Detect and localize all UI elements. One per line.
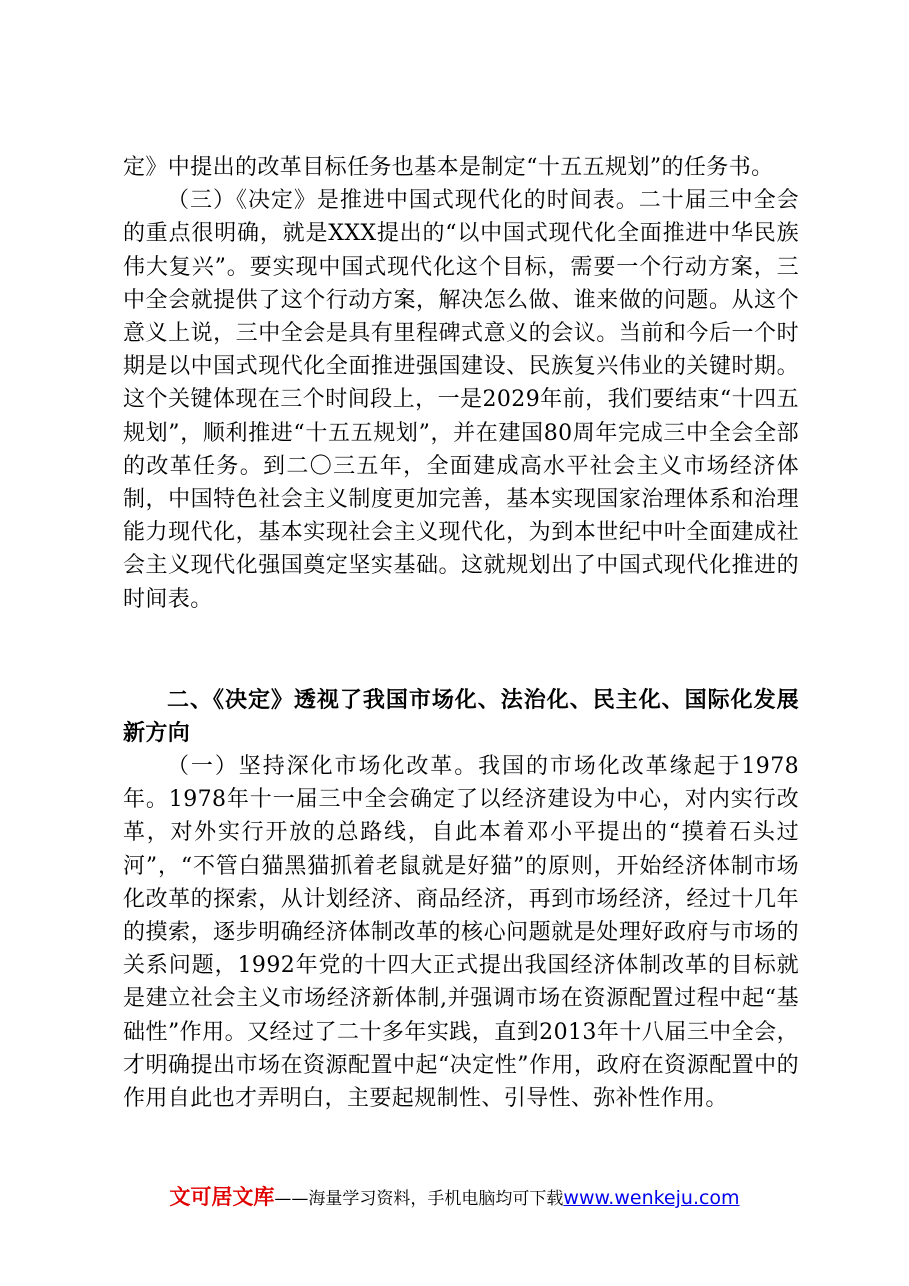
paragraph-continuation: 定》中提出的改革目标任务也基本是制定“十五五规划”的任务书。 <box>123 155 774 180</box>
footer-brand: 文可居文库 <box>169 1185 275 1209</box>
paragraph-subsection-1: （一）坚持深化市场化改革。我国的市场化改革缘起于1978年。1978年十一届三中全会确定了以经济建设为中心，对内实行改革，对外实行开放的总路线，自此本着邓小平提出的“摸着石头过河”，“不管白猫黑猫抓着老鼠就是好猫”的原则，开始经济体制市场化改革的探索，从计划经济、商品经济，再到市场经济，经过十几年的摸索，逐步明确经济体制改革的核心问题就是处理好政府与市场的关系问题，1992年党的十四大正式提出我国经济体制改革的目标就是建立社会主义市场经济新体制,并强调市场在资源配置过程中起“基础性”作用。又经过了二十多年实践，直到2013年十八届三中全会，才明确提出市场在资源配置中起“决定性”作用，政府在资源配置中的作用自此也才弄明白，主要起规制性、引导性、弥补性作用。 <box>123 754 799 1112</box>
heading-text: 二、《决定》透视了我国市场化、法治化、民主化、国际化发展新方向 <box>123 688 799 747</box>
footer-website-link[interactable]: www.wenkeju.com <box>563 1187 740 1209</box>
footer-tagline: ——海量学习资料，手机电脑均可下载 <box>274 1189 564 1209</box>
section-heading <box>123 684 799 750</box>
text-section-top <box>123 151 799 616</box>
text-section-body <box>123 750 799 1115</box>
paragraph-section-3: （三）《决定》是推进中国式现代化的时间表。二十届三中全会的重点很明确，就是XXX提出的“以中国式现代化全面推进中华民族伟大复兴”。要实现中国式现代化这个目标，需要一个行动方案，三中全会就提供了这个行动方案，解决怎么做、谁来做的问题。从这个意义上说，三中全会是具有里程碑式意义的会议。当前和今后一个时期是以中国式现代化全面推进强国建设、民族复兴伟业的关键时期。这个关键体现在三个时间段上，一是2029年前，我们要结束“十四五规划”，顺利推进“十五五规划”，并在建国80周年完成三中全会全部的改革任务。到二〇三五年，全面建成高水平社会主义市场经济体制，中国特色社会主义制度更加完善，基本实现国家治理体系和治理能力现代化，基本实现社会主义现代化，为到本世纪中叶全面建成社会主义现代化强国奠定坚实基础。这就规划出了中国式现代化推进的时间表。 <box>123 188 799 612</box>
footer-banner <box>0 1182 909 1214</box>
